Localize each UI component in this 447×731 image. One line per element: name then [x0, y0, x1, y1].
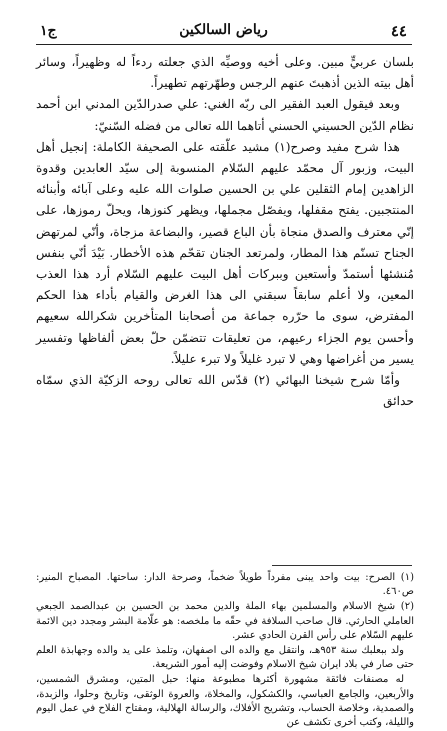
- footnotes: [36, 571, 414, 731]
- page-number: ٤٤: [390, 22, 407, 40]
- paragraph: بلسان عربيٍّ مبين. وعلى أخيه ووصيِّه الذي جعلته ردءاً له وظهيراً، وسائر أهل بيته الذين أذهبتَ عنهم الرجس وطهّرتهم تطهيراً.: [36, 55, 414, 91]
- footnote-divider: [272, 565, 412, 566]
- footnote: (٢) شيخ الاسلام والمسلمين بهاء الملة والدين محمد بن الحسين بن عبدالصمد الجبعي العاملي الحارثي. قال صاحب السلافة في حقّه ما ملخصه: هو علّامة البشر ومجدد دين الائمة عليهم السّلام على رأس القرن الحادي عشر.: [36, 601, 414, 641]
- volume-label: ج١: [40, 23, 57, 39]
- main-text: [36, 52, 414, 412]
- running-header: [40, 22, 407, 42]
- footnote: (١) الصرح: بيت واحد يبنى مفرداً طويلاً ضخماً، وصرحة الدار: ساحتها. المصباح المنير: ص٤٦٠.: [36, 572, 414, 598]
- header-divider: [36, 44, 412, 45]
- footnote: ولد ببعلبك سنة ٩٥٣هـ، وانتقل مع والده الى اصفهان، وتلمذ على يد والده وجهابذة العلم حتى صار في بلاد ايران شيخ الاسلام وفوضت إليه أمور الشريعة.: [36, 645, 414, 671]
- paragraph: هذا شرح مفيد وصرح(١) مشيد علّقته على الصحيفة الكاملة: إنجيل أهل البيت، وزبور آل محمّد عليهم السّلام المنسوبة إلى سيّد العابدين وقدوة الزاهدين إمام الثقلين علي بن الحسين صلوات الله عليه وعلى آبائه وأبنائه المنتجبين. يفتح مقفلها، ويفصّل مجملها، ويظهر كنوزها، ويحلّ رموزها، على إنّي معترف والصدق منجاة بأن الباع قصير، والبضاعة مزجاة، وأنّي لمرتهض الجناح تسنّم هذا المطار، ولمرتعد الجنان تقحّم هذه الأخطار. بَيْدَ أنّي بنفس مُنشئها أستمدّ وأستعين وببركات أهل البيت عليهم السّلام أرد هذا العذب المعين، ولا أعلم سابقاً سبقني الى هذا الغرض والقيام بأداء هذا الحكم المفترض، سوى ما حرّره جماعة من أصحابنا المتأخرين شكرالله سعيهم وأحسن يوم الجزاء رعيهم، من تعليقات تتضمّن حلّ بعض ألفاظها وتفسير يسير من أغراضها وهي لا تبرد غليلاً ولا تبرء عليلاً.: [36, 139, 414, 366]
- footnote: له مصنفات فائقة مشهورة أكثرها مطبوعة منها: حبل المتين، ومشرق الشمسين، والأربعين، والجامع العباسي، والكشكول، والمخلاة، والعروة الوثقى، وتاريخ وحلوا، والزبدة، والصمدية، وخلاصة الحساب، وتشريح الأفلاك، والرسالة الهلالية، ومفتاح الفلاح في عمل اليوم والليلة، وكتب أخرى تكشف عن: [36, 674, 414, 729]
- paragraph: وأمّا شرح شيخنا البهائي (٢) قدّس الله تعالى روحه الزكيّة الذي سمّاه حدائق: [36, 373, 414, 409]
- paragraph: وبعد فيقول العبد الفقير الى ربّه الغني: علي صدرالدّين المدني ابن أحمد نظام الدّين الحسيني الحسني أتاهما الله تعالى من فضله السّنيّ:: [36, 97, 414, 133]
- book-title: رياض السالكين: [179, 22, 268, 38]
